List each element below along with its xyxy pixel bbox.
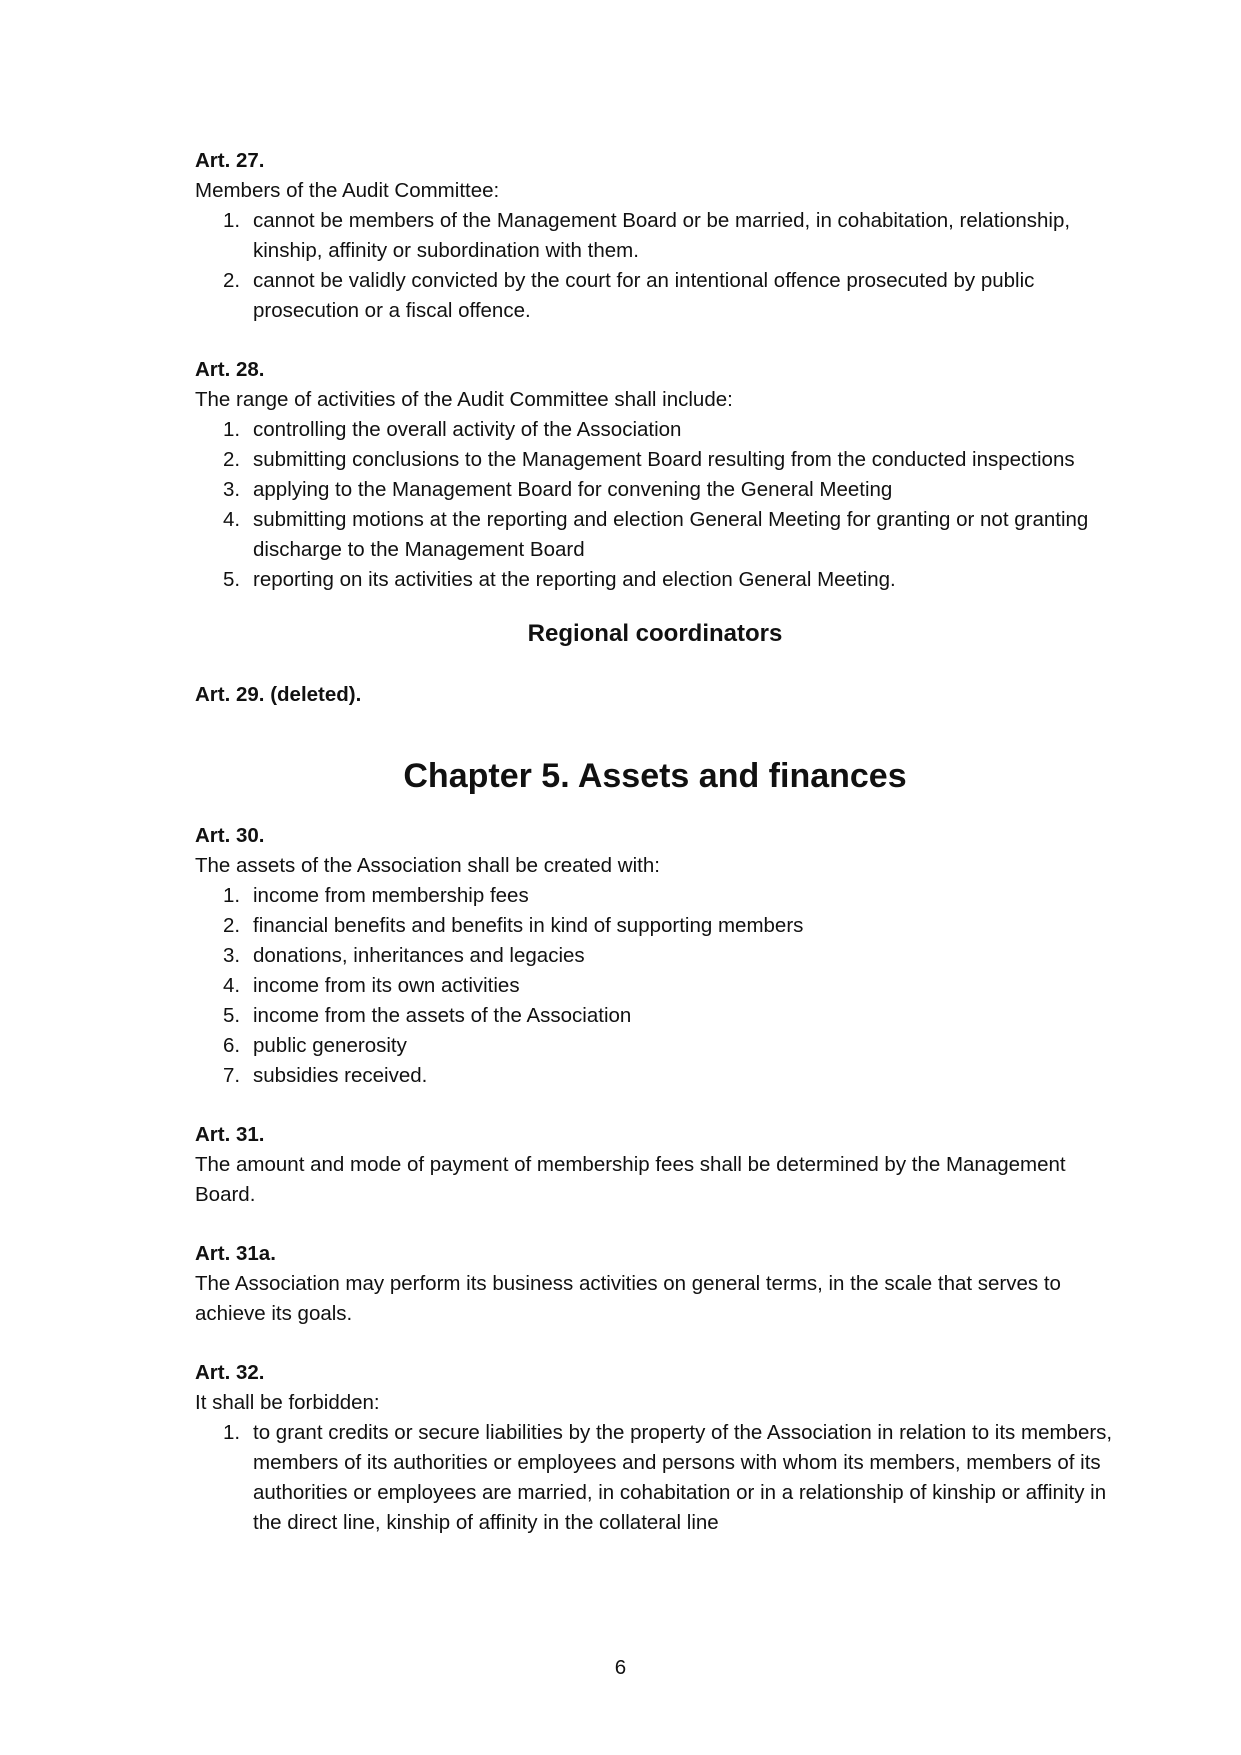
article-text: The Association may perform its business activities on general terms, in the scale that serves to achieve its goals. (195, 1272, 1061, 1325)
page-content (195, 146, 1115, 1538)
article-intro: It shall be forbidden: (195, 1391, 380, 1414)
list-item (195, 881, 1115, 911)
list-number: 5. (223, 1004, 241, 1027)
article-list (195, 415, 1115, 595)
list-number: 4. (223, 974, 241, 997)
article-intro: The assets of the Association shall be created with: (195, 854, 660, 877)
list-item (195, 911, 1115, 941)
article-list (195, 881, 1115, 1091)
list-item-text: financial benefits and benefits in kind of supporting members (253, 914, 804, 937)
list-item-text: public generosity (253, 1034, 407, 1057)
article-27 (195, 146, 1115, 326)
article-28 (195, 355, 1115, 595)
article-30 (195, 821, 1115, 1091)
chapter-heading: Chapter 5. Assets and finances (403, 757, 907, 795)
list-number: 5. (223, 568, 241, 591)
list-number: 6. (223, 1034, 241, 1057)
article-title: Art. 28. (195, 358, 265, 381)
list-item-text: income from its own activities (253, 974, 520, 997)
list-item-text: income from the assets of the Association (253, 1004, 632, 1027)
list-item-text: cannot be members of the Management Board or be married, in cohabitation, relationship, kinship, affinity or subordination with them. (253, 209, 1071, 262)
section-heading: Regional coordinators (527, 620, 783, 647)
article-intro: The range of activities of the Audit Committee shall include: (195, 388, 733, 411)
list-item (195, 415, 1115, 445)
article-list (195, 206, 1115, 326)
list-item-text: submitting conclusions to the Management Board resulting from the conducted inspections (253, 448, 1075, 471)
list-number: 1. (223, 884, 241, 907)
list-item (195, 266, 1115, 326)
list-item-text: subsidies received. (253, 1064, 428, 1087)
article-title: Art. 31a. (195, 1242, 276, 1265)
list-number: 7. (223, 1064, 241, 1087)
article-title: Art. 31. (195, 1123, 265, 1146)
article-29-title: Art. 29. (deleted). (195, 683, 362, 706)
list-item-text: reporting on its activities at the reporting and election General Meeting. (253, 568, 896, 591)
article-intro: Members of the Audit Committee: (195, 179, 500, 202)
list-number: 3. (223, 944, 241, 967)
list-item-text: controlling the overall activity of the Association (253, 418, 682, 441)
list-number: 2. (223, 269, 241, 292)
article-31a (195, 1239, 1115, 1329)
list-number: 2. (223, 448, 241, 471)
list-item (195, 1001, 1115, 1031)
list-item-text: cannot be validly convicted by the court for an intentional offence prosecuted by public prosecution or a fiscal offence. (253, 269, 1035, 322)
list-item (195, 565, 1115, 595)
list-item (195, 1061, 1115, 1091)
list-item-text: applying to the Management Board for convening the General Meeting (253, 478, 893, 501)
list-item-text: income from membership fees (253, 884, 529, 907)
article-31 (195, 1120, 1115, 1210)
article-32 (195, 1358, 1115, 1538)
list-item (195, 1031, 1115, 1061)
list-number: 4. (223, 508, 241, 531)
list-item-text: donations, inheritances and legacies (253, 944, 585, 967)
list-number: 1. (223, 209, 241, 232)
list-number: 1. (223, 418, 241, 441)
article-list (195, 1418, 1115, 1538)
page-number: 6 (614, 1656, 627, 1679)
list-item (195, 941, 1115, 971)
list-item (195, 475, 1115, 505)
list-number: 3. (223, 478, 241, 501)
list-item (195, 206, 1115, 266)
list-number: 1. (223, 1421, 241, 1444)
list-item (195, 971, 1115, 1001)
list-item-text: submitting motions at the reporting and election General Meeting for granting or not granting discharge to the Management Board (253, 508, 1089, 561)
article-title: Art. 30. (195, 824, 265, 847)
list-number: 2. (223, 914, 241, 937)
list-item-text: to grant credits or secure liabilities by the property of the Association in relation to its members, members of its authorities or employees and persons with whom its members, members of its authorities or employees are married, in cohabitation or in a relationship of kinship or affinity in the direct line, kinship of affinity in the collateral line (253, 1421, 1113, 1534)
article-title: Art. 27. (195, 149, 265, 172)
list-item (195, 445, 1115, 475)
article-text: The amount and mode of payment of membership fees shall be determined by the Management Board. (195, 1153, 1066, 1206)
article-title: Art. 32. (195, 1361, 265, 1384)
list-item (195, 1418, 1115, 1538)
list-item (195, 505, 1115, 565)
